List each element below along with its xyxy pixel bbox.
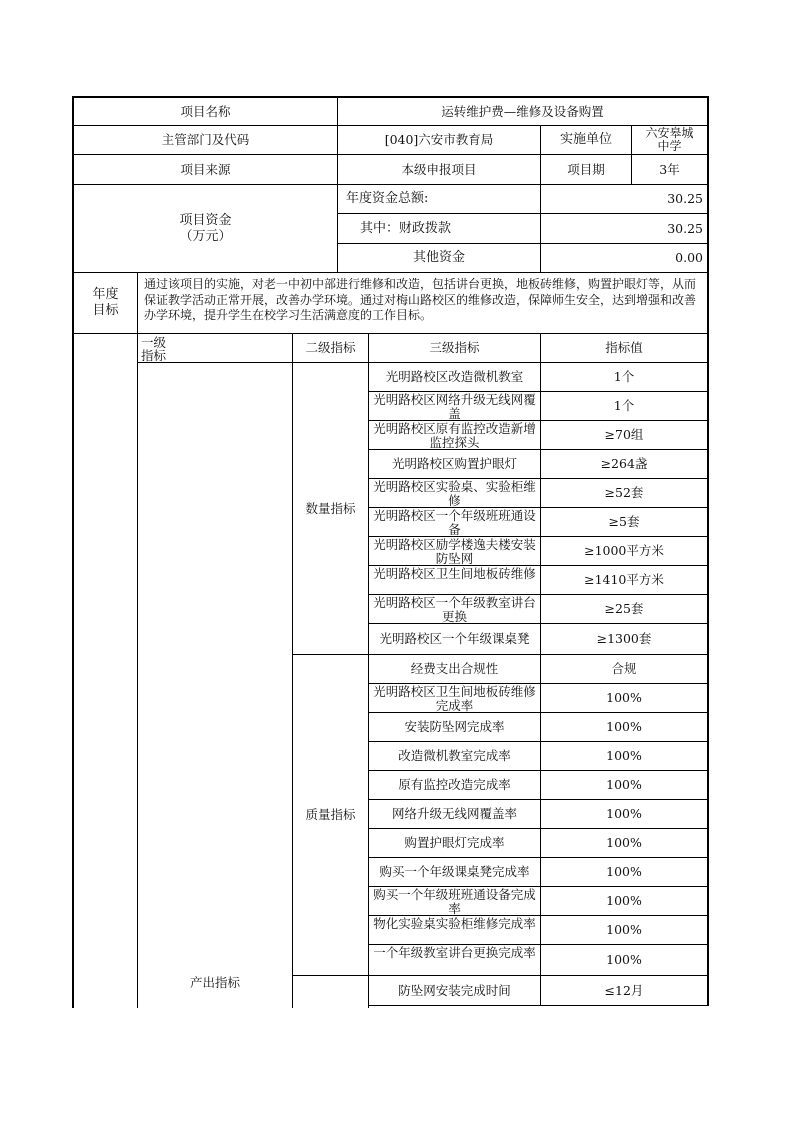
- quality-row-value: 100%: [540, 770, 709, 800]
- quality-row-name: 改造微机教室完成率: [368, 741, 541, 771]
- funds-label-line1: 项目资金: [179, 212, 232, 228]
- quality-row-value: 100%: [540, 857, 709, 887]
- quantity-row-value: ≥1300套: [540, 623, 709, 655]
- quality-row-name: 购买一个年级课桌凳完成率: [368, 857, 541, 887]
- level1-header-line2: 指标: [141, 347, 167, 363]
- quality-row-value: 100%: [540, 712, 709, 742]
- annual-goal-text: 通过该项目的实施，对老一中初中部进行维修和改造，包括讲台更换，地板砖维修，购置护眼灯等，从而保证教学活动正常开展，改善办学环境。通过对梅山路校区的维修改造，保障师生安全，达到增强和改善办学环境，提升学生在校学习生活满意度的工作目标。: [137, 272, 709, 334]
- quality-row-value: 100%: [540, 683, 709, 713]
- period-label: 项目期: [540, 154, 632, 185]
- quality-row-name: 一个年级教室讲台更换完成率: [368, 944, 541, 976]
- quantity-row-name: 光明路校区改造微机教室: [368, 362, 541, 392]
- timeliness-row-value: ≤12月: [540, 975, 709, 1006]
- annual-goal-label-line1: 年度: [92, 287, 119, 302]
- annual-goal-label: [72, 272, 138, 334]
- other-funds-value: 0.00: [540, 243, 709, 273]
- timeliness-row-name: 防坠网安装完成时间: [368, 975, 541, 1006]
- quality-row-value: 100%: [540, 886, 709, 916]
- quality-row-value: 100%: [540, 915, 709, 945]
- quantity-row-value: ≥52套: [540, 478, 709, 508]
- quantity-row-value: ≥25套: [540, 594, 709, 624]
- level1-output-cell: [137, 362, 293, 1008]
- timeliness-indicator-cell: [292, 975, 369, 1008]
- quality-row-value: 100%: [540, 799, 709, 829]
- quality-row-name: 购置护眼灯完成率: [368, 828, 541, 858]
- quality-row-value: 合规: [540, 654, 709, 684]
- level1-output-label: 产出指标: [189, 975, 240, 990]
- quality-row-name: 原有监控改造完成率: [368, 770, 541, 800]
- quantity-row-name: 光明路校区实验桌、实验柜维修: [368, 478, 541, 508]
- quantity-indicator-label: 数量指标: [292, 362, 369, 655]
- unit-label: 实施单位: [540, 125, 632, 155]
- annual-goal-label-line2: 目标: [92, 303, 119, 318]
- indicator-value-header: 指标值: [540, 333, 709, 363]
- level1-header: [137, 333, 293, 363]
- funds-label-line2: （万元）: [179, 228, 232, 244]
- fiscal-funds-value: 30.25: [540, 213, 709, 244]
- quality-row-value: 100%: [540, 944, 709, 976]
- quantity-row-value: 1个: [540, 362, 709, 392]
- source-label: 项目来源: [72, 154, 338, 185]
- quality-row-name: 网络升级无线网覆盖率: [368, 799, 541, 829]
- quantity-row-name: 光明路校区一个年级班班通设备: [368, 507, 541, 537]
- level2-header: 二级指标: [292, 333, 369, 363]
- quality-row-name: 购买一个年级班班通设备完成率: [368, 886, 541, 916]
- quality-row-value: 100%: [540, 828, 709, 858]
- quantity-row-name: 光明路校区卫生间地板砖维修: [368, 565, 541, 595]
- quantity-row-value: ≥5套: [540, 507, 709, 537]
- quality-row-value: 100%: [540, 741, 709, 771]
- level3-header: 三级指标: [368, 333, 541, 363]
- quantity-row-value: ≥264盏: [540, 449, 709, 479]
- quantity-row-value: ≥70组: [540, 420, 709, 450]
- project-name-label: 项目名称: [72, 96, 338, 126]
- level1-header-line1: 一级: [141, 334, 167, 350]
- unit-value: 六安皋城中学: [631, 125, 709, 155]
- funds-label: [72, 184, 338, 273]
- quantity-row-name: 光明路校区网络升级无线网覆盖: [368, 391, 541, 421]
- total-funds-label: 年度资金总额:: [337, 184, 541, 214]
- quantity-row-value: ≥1000平方米: [540, 536, 709, 566]
- dept-value: [040]六安市教育局: [337, 125, 541, 155]
- total-funds-value: 30.25: [540, 184, 709, 214]
- quantity-row-name: 光明路校区一个年级教室讲台更换: [368, 594, 541, 624]
- period-value: 3年: [631, 154, 709, 185]
- quantity-row-value: ≥1410平方米: [540, 565, 709, 595]
- dept-label: 主管部门及代码: [72, 125, 338, 155]
- quality-indicator-label: 质量指标: [292, 654, 369, 976]
- quantity-row-value: 1个: [540, 391, 709, 421]
- quantity-row-name: 光明路校区购置护眼灯: [368, 449, 541, 479]
- quality-row-name: 物化实验桌实验柜维修完成率: [368, 915, 541, 945]
- source-value: 本级申报项目: [337, 154, 541, 185]
- project-name-value: 运转维护费—维修及设备购置: [337, 96, 709, 126]
- quantity-row-name: 光明路校区一个年级课桌凳: [368, 623, 541, 655]
- other-funds-label: 其他资金: [337, 243, 541, 273]
- quality-row-name: 经费支出合规性: [368, 654, 541, 684]
- quantity-row-name: 光明路校区原有监控改造新增监控探头: [368, 420, 541, 450]
- fiscal-funds-label: 其中：财政拨款: [337, 213, 541, 244]
- performance-indicator-outer-cell: [72, 333, 138, 1008]
- quantity-row-name: 光明路校区励学楼逸夫楼安装防坠网: [368, 536, 541, 566]
- quality-row-name: 安装防坠网完成率: [368, 712, 541, 742]
- quality-row-name: 光明路校区卫生间地板砖维修完成率: [368, 683, 541, 713]
